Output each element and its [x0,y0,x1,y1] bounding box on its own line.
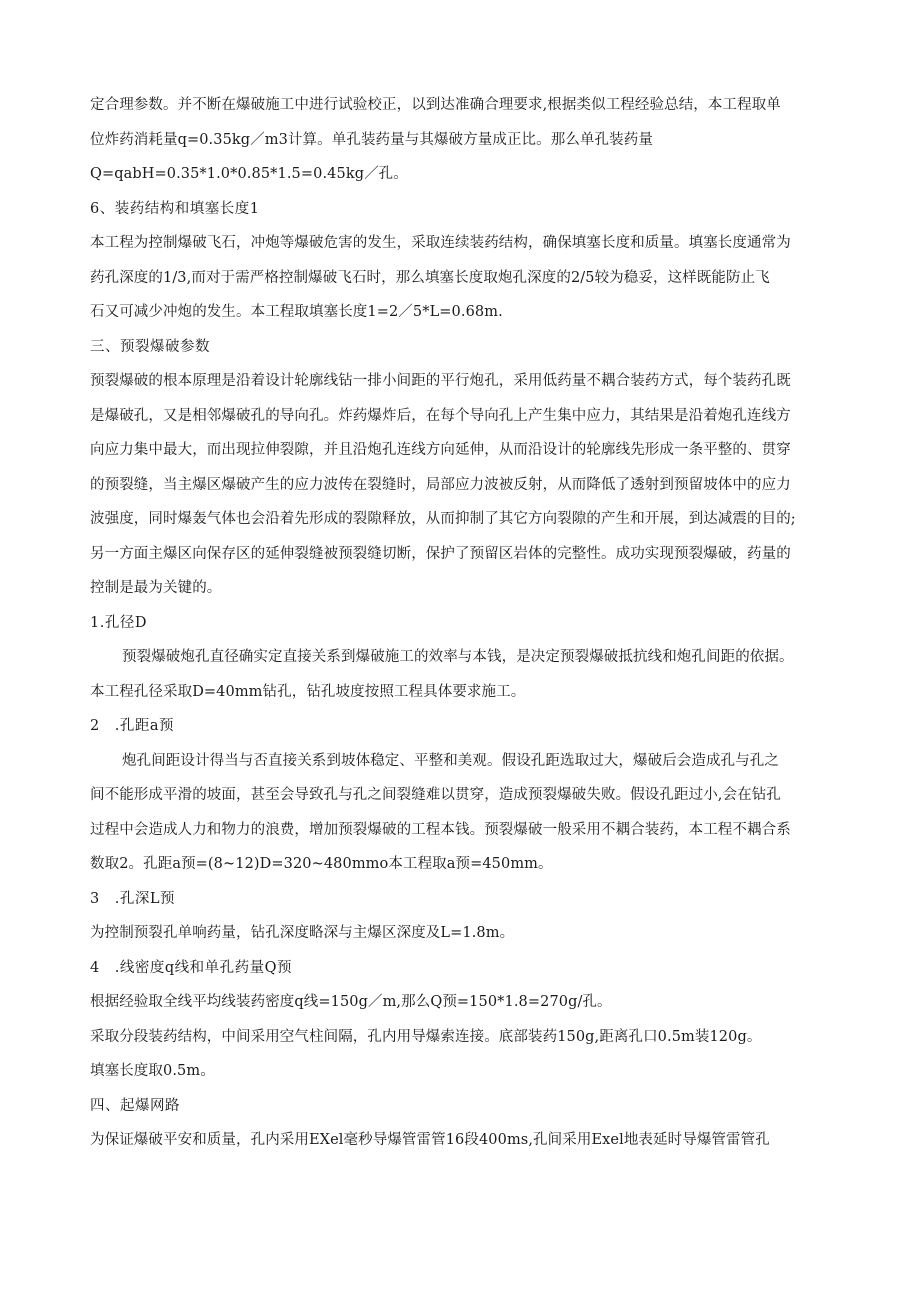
text-line-17: 预裂爆破炮孔直径确实定直接关系到爆破施工的效率与本钱，是决定预裂爆破抵抗线和炮孔间距的依据。 [122,649,794,665]
text-line-23: 数取2。孔距a预=(8~12)D=320~480mmo本工程取a预=450mm。 [90,856,553,872]
text-line-21: 间不能形成平滑的坡面，甚至会导致孔与孔之间裂缝难以贯穿，造成预裂爆破失败。假设孔距过小,会在钻孔 [90,787,781,803]
section-heading-charge-structure: 6、装药结构和填塞长度1 [90,200,260,217]
subheading-linear-density: 4 .线密度q线和单孔药量Q预 [90,959,293,976]
text-line-27: 根据经验取全线平均线装药密度q线=150g／m,那么Q预=150*1.8=270g/孔。 [90,994,612,1010]
text-line-2: 位炸药消耗量q=0.35kg／m3计算。单孔装药量与其爆破方量成正比。那么单孔装药量 [90,131,653,148]
text-line-9: 预裂爆破的根本原理是沿着设计轮廓线钻一排小间距的平行炮孔，采用低药量不耦合装药方式，每个装药孔既 [90,373,791,389]
text-line-14: 另一方面主爆区向保存区的延伸裂缝被预裂缝切断，保护了预留区岩体的完整性。成功实现预裂爆破，药量的 [90,545,791,562]
text-line-29: 填塞长度取0.5m。 [90,1063,215,1079]
text-line-18: 本工程孔径采取D=40mm钻孔，钻孔坡度按照工程具体要求施工。 [90,683,526,700]
formula-line: Q=qabH=0.35*1.0*0.85*1.5=0.45kg／孔。 [90,166,408,182]
text-line-31: 为保证爆破平安和质量，孔内采用EXel毫秒导爆管雷管16段400ms,孔间采用Exel地表延时导爆管雷管孔 [90,1132,770,1148]
text-line-1: 定合理参数。并不断在爆破施工中进行试验校正，以到达准确合理要求,根据类似工程经验总结，本工程取单 [90,97,781,113]
text-line-20: 炮孔间距设计得当与否直接关系到坡体稳定、平整和美观。假设孔距选取过大，爆破后会造成孔与孔之 [122,752,779,769]
text-line-28: 采取分段装药结构，中间采用空气柱间隔，孔内用导爆索连接。底部装药150g,距离孔口0.5m装120g。 [90,1028,762,1045]
text-line-5: 本工程为控制爆破飞石，冲炮等爆破危害的发生，采取连续装药结构，确保填塞长度和质量。填塞长度通常为 [90,235,791,251]
text-line-6: 药孔深度的1/3,而对于需严格控制爆破飞石时，那么填塞长度取炮孔深度的2/5较为稳妥，这样既能防止飞 [90,269,770,286]
text-line-25: 为控制预裂孔单响药量，钻孔深度略深与主爆区深度及L=1.8m。 [90,925,515,941]
text-line-7: 石又可减少冲炮的发生。本工程取填塞长度1=2／5*L=0.68m. [90,304,503,320]
text-line-13: 波强度，同时爆轰气体也会沿着先形成的裂隙释放，从而抑制了其它方向裂隙的产生和开展，到达减震的目的; [90,511,796,527]
section-heading-initiation-network: 四、起爆网路 [90,1097,180,1114]
text-line-15: 控制是最为关键的。 [90,580,222,596]
text-line-12: 的预裂缝，当主爆区爆破产生的应力波传在裂缝时，局部应力波被反射，从而降低了透射到预留坡体中的应力 [90,476,791,493]
subheading-hole-depth: 3 .孔深L预 [90,890,175,907]
section-heading-presplit-params: 三、预裂爆破参数 [90,338,210,355]
subheading-hole-spacing: 2 .孔距a预 [90,718,174,734]
subheading-hole-diameter: 1.孔径D [90,614,147,631]
text-line-11: 向应力集中最大，而出现拉伸裂隙，并且沿炮孔连线方向延伸，从而沿设计的轮廓线先形成一条平整的、贯穿 [90,442,791,458]
document-page [90,88,840,1158]
text-line-10: 是爆破孔，又是相邻爆破孔的导向孔。炸药爆炸后，在每个导向孔上产生集中应力，其结果是沿着炮孔连线方 [90,407,791,424]
text-line-22: 过程中会造成人力和物力的浪费，增加预裂爆破的工程本钱。预裂爆破一般采用不耦合装药，本工程不耦合系 [90,821,791,838]
